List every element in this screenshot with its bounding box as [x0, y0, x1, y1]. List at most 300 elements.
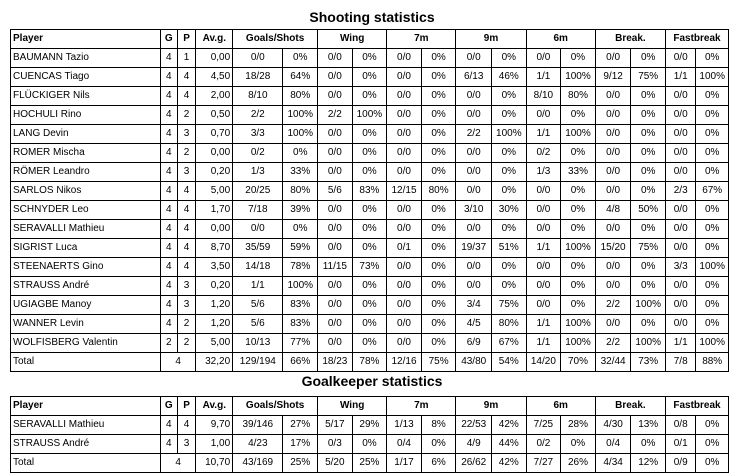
- table-row: [11, 334, 729, 353]
- total-cell: 12%: [631, 454, 666, 473]
- stat-cell: 0%: [696, 125, 729, 144]
- stat-cell: 27%: [283, 416, 318, 435]
- stat-cell: 0/0: [595, 163, 631, 182]
- stat-cell: 0/0: [666, 125, 696, 144]
- stat-cell: 2/2: [456, 125, 492, 144]
- stat-cell: 46%: [492, 68, 527, 87]
- stat-cell: 4: [160, 68, 177, 87]
- stat-cell: 0/0: [456, 106, 492, 125]
- total-cell: 4: [160, 454, 196, 473]
- table-row: [11, 144, 729, 163]
- column-header: Break.: [595, 30, 665, 49]
- stat-cell: 0/4: [595, 435, 631, 454]
- table-row: [11, 182, 729, 201]
- stat-cell: 5/6: [233, 315, 283, 334]
- stat-cell: 0%: [352, 435, 387, 454]
- stat-cell: 0%: [492, 258, 527, 277]
- stat-cell: 1/1: [526, 125, 561, 144]
- stat-cell: 0%: [696, 220, 729, 239]
- shooting-title: Shooting statistics: [309, 9, 435, 25]
- stat-cell: 1,00: [196, 435, 233, 454]
- stat-cell: 100%: [561, 315, 596, 334]
- table-row: [11, 277, 729, 296]
- stat-cell: 75%: [631, 68, 666, 87]
- column-header: Player: [11, 397, 161, 416]
- total-cell: 42%: [492, 454, 527, 473]
- stat-cell: 5,00: [196, 334, 233, 353]
- stat-cell: 0%: [696, 87, 729, 106]
- stat-cell: 12/15: [387, 182, 422, 201]
- stat-cell: 0/0: [595, 315, 631, 334]
- stat-cell: 0/0: [595, 182, 631, 201]
- total-cell: 26%: [561, 454, 596, 473]
- stat-cell: 11/15: [318, 258, 353, 277]
- stat-cell: 0%: [352, 125, 387, 144]
- stat-cell: 30%: [492, 201, 527, 220]
- stat-cell: 42%: [492, 416, 527, 435]
- column-header: Av.g.: [196, 30, 233, 49]
- total-cell: 26/62: [456, 454, 492, 473]
- stat-cell: 0/0: [387, 106, 422, 125]
- stat-cell: 3: [177, 125, 196, 144]
- table-row: [11, 106, 729, 125]
- stat-cell: 22/53: [456, 416, 492, 435]
- header-row: [11, 397, 729, 416]
- stat-cell: 0%: [421, 68, 456, 87]
- stat-cell: 0/0: [526, 201, 561, 220]
- stat-cell: 64%: [283, 68, 318, 87]
- stat-cell: 83%: [352, 182, 387, 201]
- stat-cell: 0/0: [318, 239, 353, 258]
- stat-cell: 0/0: [526, 49, 561, 68]
- stat-cell: 0/0: [318, 296, 353, 315]
- stat-cell: 0/0: [595, 277, 631, 296]
- stat-cell: 4: [177, 220, 196, 239]
- stat-cell: 1,70: [196, 201, 233, 220]
- table-row: [11, 315, 729, 334]
- stat-cell: 2: [177, 106, 196, 125]
- stat-cell: 4: [160, 182, 177, 201]
- stat-cell: 0%: [352, 334, 387, 353]
- stat-cell: 0%: [352, 277, 387, 296]
- stat-cell: 0,70: [196, 125, 233, 144]
- header-row: [11, 30, 729, 49]
- stat-cell: 75%: [631, 239, 666, 258]
- stat-cell: 1/1: [526, 239, 561, 258]
- stat-cell: 0%: [352, 296, 387, 315]
- stat-cell: 3/3: [233, 125, 283, 144]
- stat-cell: 4/9: [456, 435, 492, 454]
- stat-cell: 0/0: [318, 49, 353, 68]
- stat-cell: 1/1: [666, 68, 696, 87]
- stat-cell: 0/0: [595, 87, 631, 106]
- stat-cell: 4: [160, 315, 177, 334]
- stat-cell: 13%: [631, 416, 666, 435]
- stat-cell: 0%: [352, 220, 387, 239]
- total-cell: 32,20: [196, 353, 233, 372]
- column-header: 7m: [387, 397, 456, 416]
- stat-cell: 0/0: [666, 144, 696, 163]
- stat-cell: 0/0: [666, 239, 696, 258]
- column-header: G: [160, 397, 177, 416]
- player-name: SERAVALLI Mathieu: [11, 220, 161, 239]
- stat-cell: 0%: [561, 182, 596, 201]
- stat-cell: 8%: [421, 416, 456, 435]
- player-name: SCHNYDER Leo: [11, 201, 161, 220]
- stat-cell: 0/0: [666, 296, 696, 315]
- stat-cell: 0/0: [387, 125, 422, 144]
- total-cell: 0%: [696, 454, 729, 473]
- stat-cell: 0%: [421, 258, 456, 277]
- column-header: Fastbreak: [666, 30, 729, 49]
- stat-cell: 0/0: [526, 182, 561, 201]
- total-cell: 78%: [352, 353, 387, 372]
- stat-cell: 1,20: [196, 296, 233, 315]
- stat-cell: 0%: [352, 163, 387, 182]
- column-header: Wing: [318, 397, 387, 416]
- stat-cell: 0,00: [196, 49, 233, 68]
- stat-cell: 0/0: [318, 220, 353, 239]
- stat-cell: 3: [177, 163, 196, 182]
- total-cell: 43/169: [233, 454, 283, 473]
- total-cell: 0/9: [666, 454, 696, 473]
- stat-cell: 0%: [352, 201, 387, 220]
- player-name: BAUMANN Tazio: [11, 49, 161, 68]
- stat-cell: 100%: [561, 125, 596, 144]
- stat-cell: 3/10: [456, 201, 492, 220]
- stat-cell: 5/6: [318, 182, 353, 201]
- stat-cell: 2: [177, 315, 196, 334]
- total-cell: 7/8: [666, 353, 696, 372]
- stat-cell: 0/0: [387, 68, 422, 87]
- stat-cell: 0/0: [526, 277, 561, 296]
- stat-cell: 4: [177, 182, 196, 201]
- stat-cell: 77%: [283, 334, 318, 353]
- stat-cell: 4: [160, 296, 177, 315]
- player-name: STRAUSS André: [11, 277, 161, 296]
- goalkeeper-table: [10, 396, 729, 473]
- total-label: Total: [11, 353, 161, 372]
- column-header: Break.: [595, 397, 665, 416]
- stat-cell: 9/12: [595, 68, 631, 87]
- stat-cell: 5/17: [318, 416, 353, 435]
- total-cell: 32/44: [595, 353, 631, 372]
- stat-cell: 0/0: [387, 334, 422, 353]
- stat-cell: 1,20: [196, 315, 233, 334]
- column-header: 7m: [387, 30, 456, 49]
- stat-cell: 0%: [561, 144, 596, 163]
- total-cell: 5/20: [318, 454, 353, 473]
- stat-cell: 0/0: [666, 277, 696, 296]
- shooting-table: [10, 29, 729, 372]
- total-cell: 88%: [696, 353, 729, 372]
- stat-cell: 83%: [283, 315, 318, 334]
- stat-cell: 1/1: [526, 315, 561, 334]
- player-name: ROMER Mischa: [11, 144, 161, 163]
- stat-cell: 0/0: [387, 144, 422, 163]
- column-header: 9m: [456, 397, 526, 416]
- stat-cell: 0%: [352, 239, 387, 258]
- total-cell: 4/34: [595, 454, 631, 473]
- stat-cell: 0/0: [456, 182, 492, 201]
- stat-cell: 0/0: [666, 201, 696, 220]
- stat-cell: 20/25: [233, 182, 283, 201]
- player-name: FLÜCKIGER Nils: [11, 87, 161, 106]
- stat-cell: 0%: [352, 315, 387, 334]
- table-row: [11, 163, 729, 182]
- stat-cell: 0/0: [387, 220, 422, 239]
- stat-cell: 100%: [631, 296, 666, 315]
- stat-cell: 80%: [283, 87, 318, 106]
- stat-cell: 4: [160, 144, 177, 163]
- stat-cell: 0,50: [196, 106, 233, 125]
- stat-cell: 0/0: [456, 220, 492, 239]
- total-cell: 4: [160, 353, 196, 372]
- player-name: CUENCAS Tiago: [11, 68, 161, 87]
- stat-cell: 4: [160, 87, 177, 106]
- column-header: Fastbreak: [666, 397, 729, 416]
- stat-cell: 0/0: [233, 49, 283, 68]
- total-cell: 12/16: [387, 353, 422, 372]
- stat-cell: 0/0: [595, 220, 631, 239]
- stat-cell: 39%: [283, 201, 318, 220]
- stat-cell: 0%: [631, 163, 666, 182]
- stat-cell: 0/0: [387, 201, 422, 220]
- stat-cell: 0%: [421, 334, 456, 353]
- stat-cell: 0%: [561, 220, 596, 239]
- stat-cell: 4: [177, 258, 196, 277]
- stat-cell: 3/4: [456, 296, 492, 315]
- stat-cell: 4/23: [233, 435, 283, 454]
- total-cell: 6%: [421, 454, 456, 473]
- stat-cell: 0,00: [196, 144, 233, 163]
- stat-cell: 75%: [492, 296, 527, 315]
- stat-cell: 0,20: [196, 163, 233, 182]
- stat-cell: 0/0: [318, 163, 353, 182]
- stat-cell: 100%: [283, 106, 318, 125]
- stat-cell: 0%: [492, 144, 527, 163]
- stat-cell: 0%: [283, 49, 318, 68]
- stat-cell: 0/1: [387, 239, 422, 258]
- stat-cell: 0/0: [595, 258, 631, 277]
- stat-cell: 5/6: [233, 296, 283, 315]
- stat-cell: 0/0: [456, 258, 492, 277]
- stat-cell: 3: [177, 435, 196, 454]
- stat-cell: 0/0: [666, 106, 696, 125]
- stat-cell: 9,70: [196, 416, 233, 435]
- stat-cell: 78%: [283, 258, 318, 277]
- stat-cell: 2: [177, 334, 196, 353]
- stat-cell: 0%: [696, 201, 729, 220]
- stat-cell: 100%: [283, 125, 318, 144]
- stat-cell: 2: [160, 334, 177, 353]
- stat-cell: 0/2: [233, 144, 283, 163]
- stat-cell: 0%: [696, 315, 729, 334]
- stat-cell: 0%: [696, 144, 729, 163]
- stat-cell: 0/0: [595, 49, 631, 68]
- total-cell: 43/80: [456, 353, 492, 372]
- stat-cell: 4: [160, 125, 177, 144]
- stat-cell: 4: [160, 435, 177, 454]
- stat-cell: 0/0: [318, 277, 353, 296]
- stat-cell: 2/2: [318, 106, 353, 125]
- total-row: [11, 353, 729, 372]
- stat-cell: 0/4: [387, 435, 422, 454]
- stat-cell: 4: [160, 201, 177, 220]
- stat-cell: 100%: [561, 68, 596, 87]
- total-cell: 73%: [631, 353, 666, 372]
- stat-cell: 0%: [561, 201, 596, 220]
- column-header: P: [177, 397, 196, 416]
- table-row: [11, 87, 729, 106]
- stat-cell: 0%: [421, 315, 456, 334]
- total-cell: 70%: [561, 353, 596, 372]
- stat-cell: 4/8: [595, 201, 631, 220]
- stat-cell: 0,20: [196, 277, 233, 296]
- stat-cell: 2/2: [233, 106, 283, 125]
- stat-cell: 0/8: [666, 416, 696, 435]
- stat-cell: 4: [160, 239, 177, 258]
- stat-cell: 0/0: [387, 87, 422, 106]
- stat-cell: 0/0: [595, 125, 631, 144]
- stat-cell: 4/30: [595, 416, 631, 435]
- stat-cell: 100%: [283, 277, 318, 296]
- stat-cell: 0%: [421, 125, 456, 144]
- column-header: Player: [11, 30, 161, 49]
- column-header: 9m: [456, 30, 526, 49]
- player-name: WANNER Levin: [11, 315, 161, 334]
- stat-cell: 0/0: [666, 163, 696, 182]
- stat-cell: 0/2: [526, 144, 561, 163]
- stat-cell: 0%: [696, 163, 729, 182]
- stat-cell: 80%: [421, 182, 456, 201]
- stat-cell: 0%: [421, 163, 456, 182]
- stat-cell: 3/3: [666, 258, 696, 277]
- stat-cell: 0/0: [456, 49, 492, 68]
- total-cell: 10,70: [196, 454, 233, 473]
- stat-cell: 0%: [561, 106, 596, 125]
- stat-cell: 83%: [283, 296, 318, 315]
- column-header: Goals/Shots: [233, 30, 318, 49]
- stat-cell: 8/10: [526, 87, 561, 106]
- stat-cell: 0%: [352, 49, 387, 68]
- stat-cell: 28%: [561, 416, 596, 435]
- player-name: SIGRIST Luca: [11, 239, 161, 258]
- player-name: HOCHULI Rino: [11, 106, 161, 125]
- stat-cell: 100%: [696, 68, 729, 87]
- stat-cell: 0/0: [666, 49, 696, 68]
- stat-cell: 0/0: [456, 87, 492, 106]
- stat-cell: 0/0: [526, 106, 561, 125]
- stat-cell: 0%: [421, 144, 456, 163]
- stat-cell: 0/0: [456, 163, 492, 182]
- stat-cell: 4: [160, 163, 177, 182]
- stat-cell: 0/1: [666, 435, 696, 454]
- stat-cell: 4: [160, 49, 177, 68]
- stat-cell: 29%: [352, 416, 387, 435]
- stat-cell: 0/0: [526, 258, 561, 277]
- stat-cell: 0%: [696, 435, 729, 454]
- player-name: SERAVALLI Mathieu: [11, 416, 161, 435]
- stat-cell: 0/0: [526, 296, 561, 315]
- stat-cell: 0/2: [526, 435, 561, 454]
- stat-cell: 80%: [492, 315, 527, 334]
- stat-cell: 0%: [561, 258, 596, 277]
- stat-cell: 0/0: [318, 87, 353, 106]
- total-row: [11, 454, 729, 473]
- stat-cell: 0/0: [456, 144, 492, 163]
- stat-cell: 0%: [421, 87, 456, 106]
- stat-cell: 44%: [492, 435, 527, 454]
- stat-cell: 39/146: [233, 416, 283, 435]
- stat-cell: 3: [177, 296, 196, 315]
- stat-cell: 2/2: [595, 296, 631, 315]
- column-header: Goals/Shots: [233, 397, 318, 416]
- player-name: UGIAGBE Manoy: [11, 296, 161, 315]
- stat-cell: 0%: [421, 49, 456, 68]
- stat-cell: 0%: [492, 220, 527, 239]
- stat-cell: 0%: [352, 87, 387, 106]
- stat-cell: 1/13: [387, 416, 422, 435]
- stat-cell: 33%: [283, 163, 318, 182]
- stat-cell: 33%: [561, 163, 596, 182]
- stat-cell: 4: [160, 416, 177, 435]
- column-header: Av.g.: [196, 397, 233, 416]
- stat-cell: 4: [160, 220, 177, 239]
- stat-cell: 0/0: [387, 163, 422, 182]
- stat-cell: 0/0: [318, 201, 353, 220]
- player-name: LANG Devin: [11, 125, 161, 144]
- stat-cell: 2: [177, 144, 196, 163]
- stat-cell: 50%: [631, 201, 666, 220]
- player-name: STEENAERTS Gino: [11, 258, 161, 277]
- stat-cell: 7/18: [233, 201, 283, 220]
- stat-cell: 1/1: [526, 334, 561, 353]
- stat-cell: 0/0: [318, 125, 353, 144]
- total-cell: 66%: [283, 353, 318, 372]
- stat-cell: 100%: [631, 334, 666, 353]
- stat-cell: 0%: [492, 49, 527, 68]
- stat-cell: 1/1: [526, 68, 561, 87]
- stat-cell: 80%: [561, 87, 596, 106]
- stat-cell: 0%: [696, 49, 729, 68]
- stat-cell: 0%: [631, 106, 666, 125]
- stat-cell: 0%: [631, 258, 666, 277]
- column-header: G: [160, 30, 177, 49]
- stat-cell: 0,00: [196, 220, 233, 239]
- stat-cell: 0%: [631, 125, 666, 144]
- stat-cell: 1/3: [526, 163, 561, 182]
- table-row: [11, 296, 729, 315]
- stat-cell: 0%: [561, 49, 596, 68]
- total-cell: 14/20: [526, 353, 561, 372]
- column-header: 6m: [526, 30, 595, 49]
- stat-cell: 0%: [492, 106, 527, 125]
- stat-cell: 8,70: [196, 239, 233, 258]
- stat-cell: 0%: [352, 68, 387, 87]
- stat-cell: 0%: [421, 106, 456, 125]
- stat-cell: 4: [177, 68, 196, 87]
- player-name: SARLOS Nikos: [11, 182, 161, 201]
- stat-cell: 0%: [631, 144, 666, 163]
- stat-cell: 15/20: [595, 239, 631, 258]
- stat-cell: 0%: [421, 277, 456, 296]
- stat-cell: 19/37: [456, 239, 492, 258]
- stat-cell: 100%: [561, 334, 596, 353]
- stat-cell: 3,50: [196, 258, 233, 277]
- stat-cell: 2/3: [666, 182, 696, 201]
- stat-cell: 7/25: [526, 416, 561, 435]
